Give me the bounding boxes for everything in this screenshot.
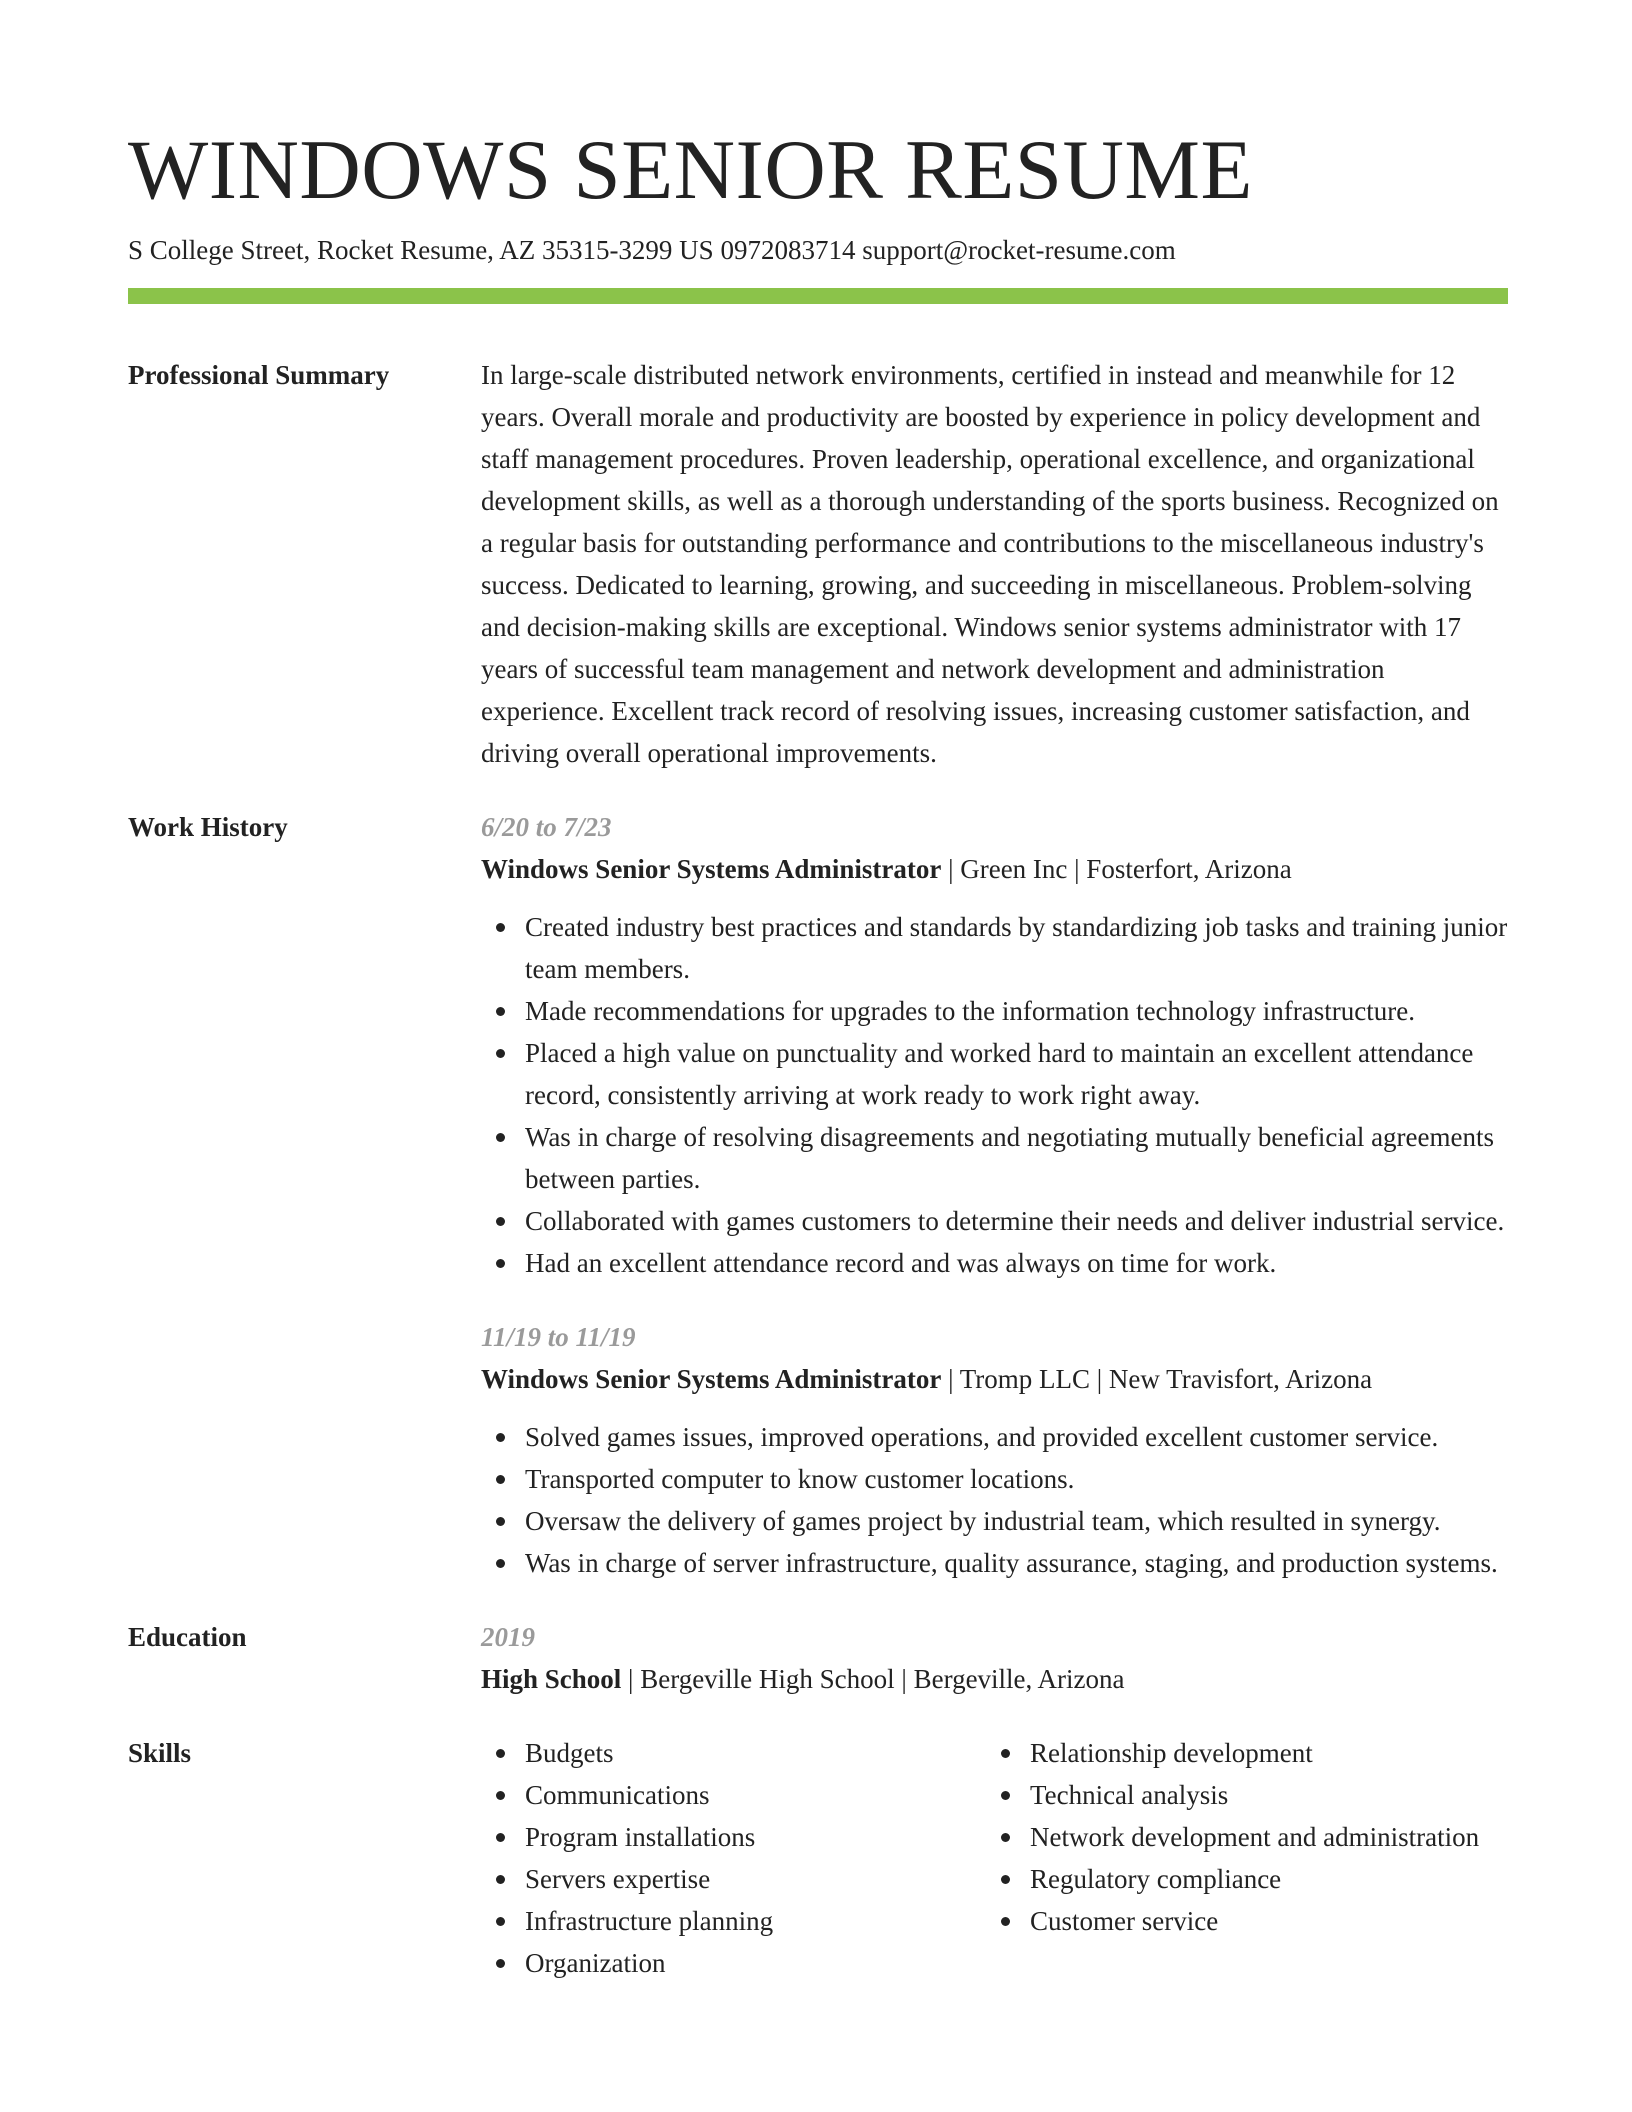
- skills-section: [128, 1732, 1508, 1984]
- job-bullet: Was in charge of resolving disagreements and negotiating mutually beneficial agreements between parties.: [525, 1116, 1508, 1200]
- job-bullet: Had an excellent attendance record and was always on time for work.: [525, 1242, 1508, 1284]
- job-company-location: | Green Inc | Fosterfort, Arizona: [941, 854, 1292, 884]
- job-company-location: | Tromp LLC | New Travisfort, Arizona: [941, 1364, 1373, 1394]
- education-school-location: | Bergeville High School | Bergeville, Arizona: [621, 1664, 1125, 1694]
- skills-column-right: [986, 1732, 1491, 1984]
- job-title: Windows Senior Systems Administrator: [481, 854, 942, 884]
- skill-item: Customer service: [1030, 1900, 1491, 1942]
- skill-item: Servers expertise: [525, 1858, 986, 1900]
- section-label-education: Education: [128, 1622, 247, 1652]
- skill-item: Budgets: [525, 1732, 986, 1774]
- education-section: [128, 1616, 1508, 1700]
- job-title-line: [481, 848, 1508, 890]
- skill-item: Network development and administration: [1030, 1816, 1491, 1858]
- job-title-line: [481, 1358, 1508, 1400]
- job-title: Windows Senior Systems Administrator: [481, 1364, 942, 1394]
- education-degree: High School: [481, 1664, 622, 1694]
- job-bullets: [481, 1416, 1508, 1584]
- job-bullets: [481, 906, 1508, 1284]
- job-dates: 11/19 to 11/19: [481, 1322, 636, 1352]
- skills-column-left: [481, 1732, 986, 1984]
- accent-divider: [128, 288, 1508, 304]
- job-entry: [481, 806, 1508, 1284]
- skill-item: Infrastructure planning: [525, 1900, 986, 1942]
- job-entry: [481, 1316, 1508, 1584]
- skill-item: Technical analysis: [1030, 1774, 1491, 1816]
- education-year: 2019: [481, 1622, 535, 1652]
- job-bullet: Collaborated with games customers to determine their needs and deliver industrial service.: [525, 1200, 1508, 1242]
- work-history-section: [128, 806, 1508, 1584]
- job-bullet: Transported computer to know customer locations.: [525, 1458, 1508, 1500]
- section-label-work: Work History: [128, 812, 288, 842]
- resume-page: [128, 0, 1508, 1984]
- skill-item: Program installations: [525, 1816, 986, 1858]
- skills-body: [481, 1732, 1508, 1984]
- skills-list-right: [986, 1732, 1491, 1942]
- skill-item: Communications: [525, 1774, 986, 1816]
- job-bullet: Solved games issues, improved operations, and provided excellent customer service.: [525, 1416, 1508, 1458]
- section-label-skills: Skills: [128, 1738, 192, 1768]
- job-bullet: Created industry best practices and standards by standardizing job tasks and training junior team members.: [525, 906, 1508, 990]
- contact-line: S College Street, Rocket Resume, AZ 35315-3299 US 0972083714 support@rocket-resume.com: [128, 235, 1176, 265]
- resume-title: WINDOWS SENIOR RESUME: [128, 123, 1253, 217]
- summary-text: In large-scale distributed network environments, certified in instead and meanwhile for 12 years. Overall morale and productivity are boosted by experience in policy development and staff management procedures. Proven leadership, operational excellence, and organizational development skills, as well as a thorough understanding of the sports business. Recognized on a regular basis for outstanding performance and contributions to the miscellaneous industry's success. Dedicated to learning, growing, and succeeding in miscellaneous. Problem-solving and decision-making skills are exceptional. Windows senior systems administrator with 17 years of successful team management and network development and administration experience. Excellent track record of resolving issues, increasing customer satisfaction, and driving overall operational improvements.: [481, 360, 1499, 768]
- education-body: [481, 1616, 1508, 1700]
- skill-item: Relationship development: [1030, 1732, 1491, 1774]
- job-dates: 6/20 to 7/23: [481, 812, 612, 842]
- skills-list-left: [481, 1732, 986, 1984]
- professional-summary-section: [128, 354, 1508, 774]
- work-history-body: [481, 806, 1508, 1584]
- job-bullet: Placed a high value on punctuality and worked hard to maintain an excellent attendance record, consistently arriving at work ready to work right away.: [525, 1032, 1508, 1116]
- job-bullet: Oversaw the delivery of games project by industrial team, which resulted in synergy.: [525, 1500, 1508, 1542]
- education-line: [481, 1658, 1508, 1700]
- job-bullet: Was in charge of server infrastructure, quality assurance, staging, and production systems.: [525, 1542, 1508, 1584]
- section-label-summary: Professional Summary: [128, 360, 390, 390]
- job-bullet: Made recommendations for upgrades to the information technology infrastructure.: [525, 990, 1508, 1032]
- skill-item: Regulatory compliance: [1030, 1858, 1491, 1900]
- skill-item: Organization: [525, 1942, 986, 1984]
